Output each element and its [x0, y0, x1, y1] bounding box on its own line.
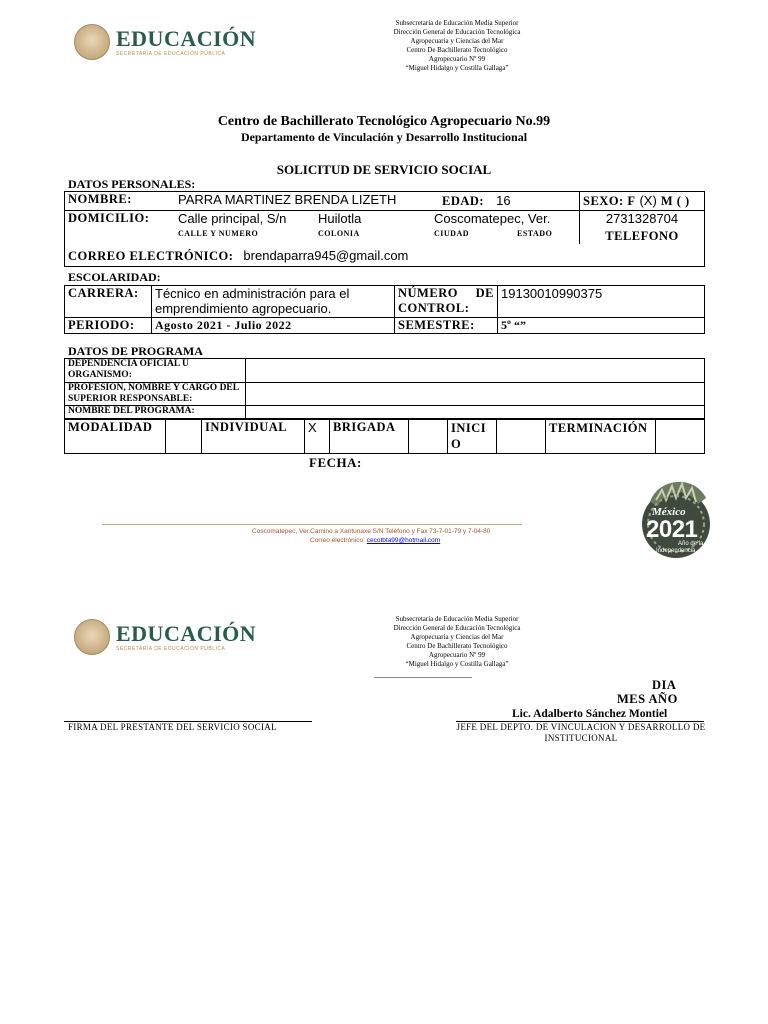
control-label: NÚMERO DE CONTROL:: [395, 286, 498, 318]
footer-email-label: Correo electrónico:: [310, 537, 365, 544]
modality-value: [166, 420, 202, 454]
date-label: FECHA:: [309, 455, 362, 470]
seal-icon: [74, 24, 110, 60]
logo-subtitle: SECRETARÍA DE EDUCACIÓN PÚBLICA: [116, 645, 226, 652]
badge-year: 2021: [646, 516, 698, 543]
dependency-label: DEPENDENCIA OFICIAL U ORGANISMO:: [65, 359, 246, 383]
career-label: CARRERA:: [65, 286, 152, 318]
colonia-label: COLONIA: [318, 229, 360, 238]
personal-table: [64, 191, 705, 267]
school-table: [64, 285, 705, 334]
individual-label: INDIVIDUAL: [202, 420, 305, 454]
program-table: [64, 358, 705, 419]
semester-value: 5º “”: [498, 318, 705, 334]
header-lines: [367, 19, 547, 73]
header-line: “Miguel Hidalgo y Costilla Gallaga”: [405, 64, 509, 72]
header-line: Agropecuaria y Ciencias del Mar: [410, 37, 504, 45]
start-value: [497, 420, 546, 454]
header-divider: [374, 677, 472, 678]
email-value: brendaparra945@gmail.com: [243, 248, 409, 263]
badge-line2: Año de la: [678, 541, 704, 547]
sex-m: M ( ): [660, 194, 690, 208]
footer-email-link[interactable]: cecotbta99@hotmail.com: [366, 537, 441, 544]
footer-address: Coscomatepec, Ver.Camino a Xantunaxe S/N Teléfono y Fax 73-7-01-79 y 7-04-80: [252, 528, 491, 535]
dependency-value: [246, 359, 705, 383]
city-value: Coscomatepec, Ver.: [434, 211, 551, 226]
student-sign-label: FIRMA DEL PRESTANTE DEL SERVICIO SOCIAL: [68, 722, 277, 732]
supervisor-value: [246, 383, 705, 406]
day-label: DIA: [652, 678, 677, 692]
personal-section-title: DATOS PERSONALES:: [68, 177, 196, 191]
address-label: DOMICILIO:: [65, 211, 176, 245]
footer-divider: [102, 524, 522, 525]
modality-table: [64, 419, 705, 454]
header-line: Agropecuario Nº 99: [428, 55, 486, 63]
logo-title: EDUCACIÓN: [116, 620, 257, 646]
header-line: Subsecretaría de Educación Media Superior: [395, 19, 519, 27]
brigade-value: [409, 420, 448, 454]
street-label: CALLE Y NUMERO: [178, 229, 259, 238]
name-value: PARRA MARTINEZ BRENDA LIZETH: [175, 192, 439, 211]
school-section-title: ESCOLARIDAD:: [68, 270, 161, 284]
name-label: NOMBRE:: [65, 192, 176, 211]
modality-label: MODALIDAD: [65, 420, 166, 454]
header-lines-2: [367, 615, 547, 669]
age-label: EDAD:: [442, 194, 485, 208]
semester-label: SEMESTRE:: [395, 318, 498, 334]
phone-label: TELEFONO: [605, 229, 679, 243]
email-label: CORREO ELECTRÓNICO:: [68, 249, 234, 263]
supervisor-label: PROFESION, NOMBRE Y CARGO DEL SUPERIOR RESPONSABLE:: [65, 383, 246, 406]
logo-subtitle: SECRETARÍA DE EDUCACIÓN PÚBLICA: [116, 50, 226, 57]
education-logo: [74, 24, 256, 60]
header-line: Centro De Bachillerato Tecnológico: [406, 46, 508, 54]
colonia-value: Huilotla: [318, 211, 362, 226]
control-value: 19130010990375: [498, 286, 705, 318]
program-name-label: NOMBRE DEL PROGRAMA:: [65, 406, 246, 419]
mexico-2021-badge: [636, 472, 716, 562]
header-line: Dirección General de Educación Tecnológica: [393, 624, 521, 632]
city-label: CIUDAD: [434, 229, 469, 238]
individual-mark: X: [305, 420, 330, 454]
header-line: Agropecuario Nº 99: [428, 651, 486, 659]
program-section-title: DATOS DE PROGRAMA: [68, 344, 203, 358]
career-value: Técnico en administración para el emprendimiento agropecuario.: [152, 286, 395, 318]
badge-line1: México: [652, 506, 686, 518]
sex-value: (X): [639, 193, 657, 208]
street-value: Calle principal, S/n: [178, 211, 287, 226]
chief-title-label: JEFE DEL DEPTO. DE VINCULACION Y DESARROLLO DE INSTITUCIONAL: [456, 722, 706, 743]
form-title: SOLICITUD DE SERVICIO SOCIAL: [276, 162, 492, 177]
age-value: 16: [496, 193, 511, 208]
phone-value: 2731328704: [605, 211, 679, 226]
end-value: [656, 420, 705, 454]
seal-icon: [74, 619, 110, 655]
period-value: Agosto 2021 - Julio 2022: [152, 318, 395, 334]
header-line: Subsecretaría de Educación Media Superior: [395, 615, 519, 623]
program-name-value: [246, 406, 705, 419]
brigade-label: BRIGADA: [330, 420, 409, 454]
start-label: INICIO: [448, 420, 497, 454]
header-line: Centro De Bachillerato Tecnológico: [406, 642, 508, 650]
logo-title: EDUCACIÓN: [116, 25, 257, 51]
department-name: Departamento de Vinculación y Desarrollo Institucional: [240, 130, 528, 144]
end-label: TERMINACIÓN: [546, 420, 656, 454]
header-line: Agropecuaria y Ciencias del Mar: [410, 633, 504, 641]
school-name: Centro de Bachillerato Tecnológico Agropecuario No.99: [217, 114, 551, 129]
header-line: Dirección General de Educación Tecnológica: [393, 28, 521, 36]
chief-name: Lic. Adalberto Sánchez Montiel: [512, 708, 668, 720]
education-logo-2: [74, 619, 256, 655]
sex-label: SEXO: F: [583, 194, 636, 208]
state-label: ESTADO: [517, 229, 553, 238]
period-label: PERIODO:: [65, 318, 152, 334]
header-line: “Miguel Hidalgo y Costilla Gallaga”: [405, 660, 509, 668]
footer-email-line: [310, 537, 440, 544]
badge-line3: Independencia: [656, 548, 696, 554]
month-year-label: MES AÑO: [617, 692, 678, 706]
